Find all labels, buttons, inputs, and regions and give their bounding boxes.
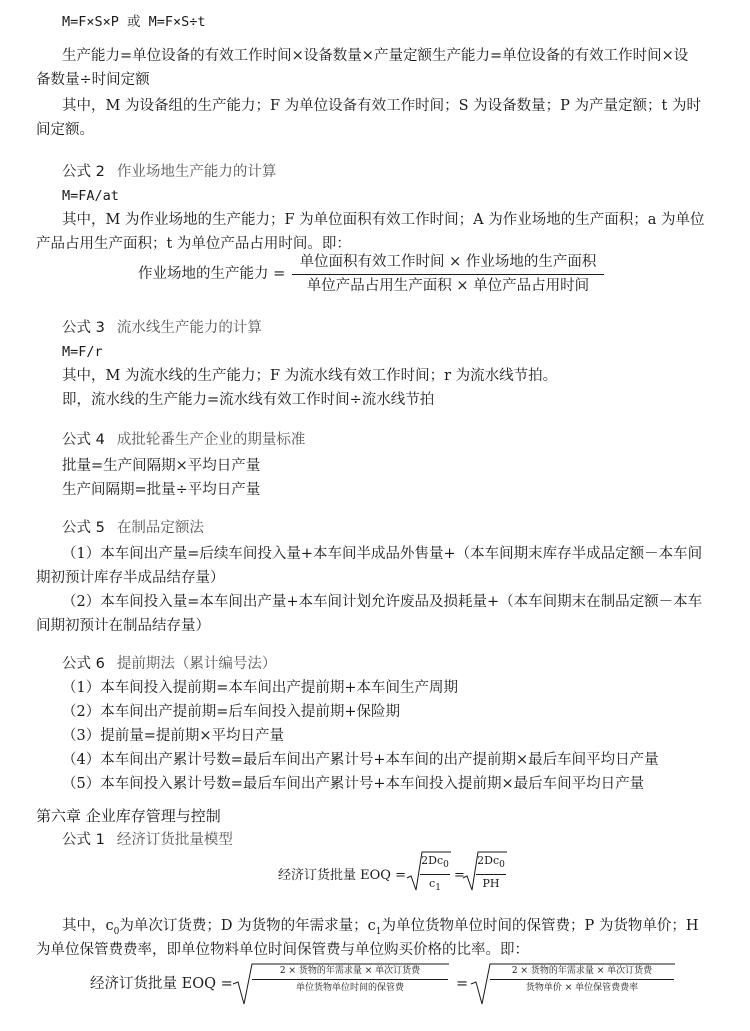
list-item: （2）本车间出产提前期=后车间投入提前期+保险期 [62, 704, 401, 720]
formula-heading [62, 318, 262, 338]
fraction-denominator: 单位货物单位时间的保管费 [295, 983, 404, 993]
formula-expression: M=F/r [62, 344, 103, 360]
eoq-fraction [490, 964, 674, 995]
fraction-denominator: $c_1$ [429, 877, 441, 894]
fraction-denominator: 单位产品占用生产面积 × 单位产品占用时间 [306, 278, 590, 294]
formula-label: 公式 4 [62, 432, 105, 448]
formula-m-line: M=F×S×P 或 M=F×S÷t [62, 14, 206, 30]
eoq-fraction [420, 853, 450, 896]
note-line: 为单位保管费费率，即单位物料单位时间保管费与单位购买价格的比率。即： [36, 942, 529, 958]
note-line: 其中，$c_0$为单次订货费；D 为货物的年需求量；$c_1$为单位货物单位时间的保管费；P 为货物单价；H [62, 918, 699, 937]
chapter-title: 第六章 企业库存管理与控制 [36, 807, 221, 825]
formula-title: 作业场地生产能力的计算 [116, 164, 277, 180]
list-item: （4）本车间出产累计号数=最后车间出产累计号+本车间的出产提前期×最后车间平均日产量 [62, 752, 659, 768]
eoq-lhs: 经济订货批量 EOQ = [278, 868, 406, 883]
list-item: （5）本车间投入累计号数=最后车间出产累计号+本车间投入提前期×最后车间平均日产量 [62, 776, 645, 792]
eoq-fraction [252, 964, 448, 995]
fraction-denominator: 货物单价 × 单位保管费费率 [525, 983, 639, 993]
fraction-numerator: 2 × 货物的年需求量 × 单次订货费 [279, 966, 421, 976]
text-line: 即，流水线的生产能力=流水线有效工作时间÷流水线节拍 [62, 392, 435, 408]
fraction-denominator: PH [482, 877, 500, 891]
formula-title: 流水线生产能力的计算 [116, 320, 262, 336]
formula-heading [62, 518, 204, 538]
formula-label: 公式 2 [62, 164, 105, 180]
formula-heading [62, 430, 305, 450]
list-item: （1）本车间出产量=后续车间投入量+本车间半成品外售量+（本车间期末库存半成品定额－本车间 [62, 546, 703, 562]
formula-heading [62, 162, 276, 182]
equation-lhs: 作业场地的生产能力 = [138, 266, 286, 282]
eoq-fraction [476, 853, 506, 891]
fraction-bar [252, 979, 448, 980]
fraction-bar [292, 274, 604, 275]
formula-heading [62, 654, 276, 674]
formula-expression: M=FA/at [62, 188, 119, 204]
note-line: 其中，M 为设备组的生产能力；F 为单位设备有效工作时间；S 为设备数量；P 为产量定额；t 为时 [62, 98, 701, 114]
formula-label: 公式 5 [62, 520, 105, 536]
text-line: 生产间隔期=批量÷平均日产量 [62, 482, 261, 498]
note-line: 产品占用生产面积；t 为单位产品占用时间。即： [36, 236, 351, 252]
formula-label: 公式 1 [62, 832, 105, 848]
formula-title: 提前期法（累计编号法） [116, 656, 277, 672]
formula-title: 成批轮番生产企业的期量标准 [116, 432, 306, 448]
list-item: （1）本车间投入提前期=本车间出产提前期+本车间生产周期 [62, 680, 459, 696]
fraction-bar [476, 874, 506, 875]
list-item: （3）提前量=提前期×平均日产量 [62, 728, 285, 744]
formula-title: 经济订货批量模型 [116, 832, 233, 848]
equals-sign: = [456, 976, 469, 992]
equation-fraction [292, 252, 604, 296]
fraction-numerator: 单位面积有效工作时间 × 作业场地的生产面积 [299, 254, 597, 270]
formula-label: 公式 6 [62, 656, 105, 672]
text-line: 生产能力=单位设备的有效工作时间×设备数量×产量定额生产能力=单位设备的有效工作时间×设 [62, 48, 689, 64]
equals-sign: = [454, 868, 465, 883]
fraction-numerator: 2 × 货物的年需求量 × 单次订货费 [511, 966, 653, 976]
fraction-bar [420, 874, 450, 875]
text-line: 批量=生产间隔期×平均日产量 [62, 458, 261, 474]
fraction-numerator: $2Dc_0$ [477, 854, 505, 871]
list-item: 间期初预计在制品结存量） [36, 618, 210, 634]
note-line: 间定额。 [36, 122, 94, 138]
formula-heading [62, 830, 233, 850]
fraction-bar [490, 979, 674, 980]
formula-label: 公式 3 [62, 320, 105, 336]
formula-title: 在制品定额法 [116, 520, 204, 536]
note-line: 其中，M 为流水线的生产能力；F 为流水线有效工作时间；r 为流水线节拍。 [62, 368, 558, 384]
eoq-lhs: 经济订货批量 EOQ = [90, 976, 233, 992]
list-item: 期初预计库存半成品结存量） [36, 570, 225, 586]
text-line: 备数量÷时间定额 [36, 72, 150, 88]
fraction-numerator: $2Dc_0$ [421, 854, 449, 871]
list-item: （2）本车间投入量=本车间出产量+本车间计划允许废品及损耗量+（本车间期末在制品定额－本车 [62, 594, 703, 610]
note-line: 其中，M 为作业场地的生产能力；F 为单位面积有效工作时间；A 为作业场地的生产面积；a 为单位 [62, 212, 705, 228]
